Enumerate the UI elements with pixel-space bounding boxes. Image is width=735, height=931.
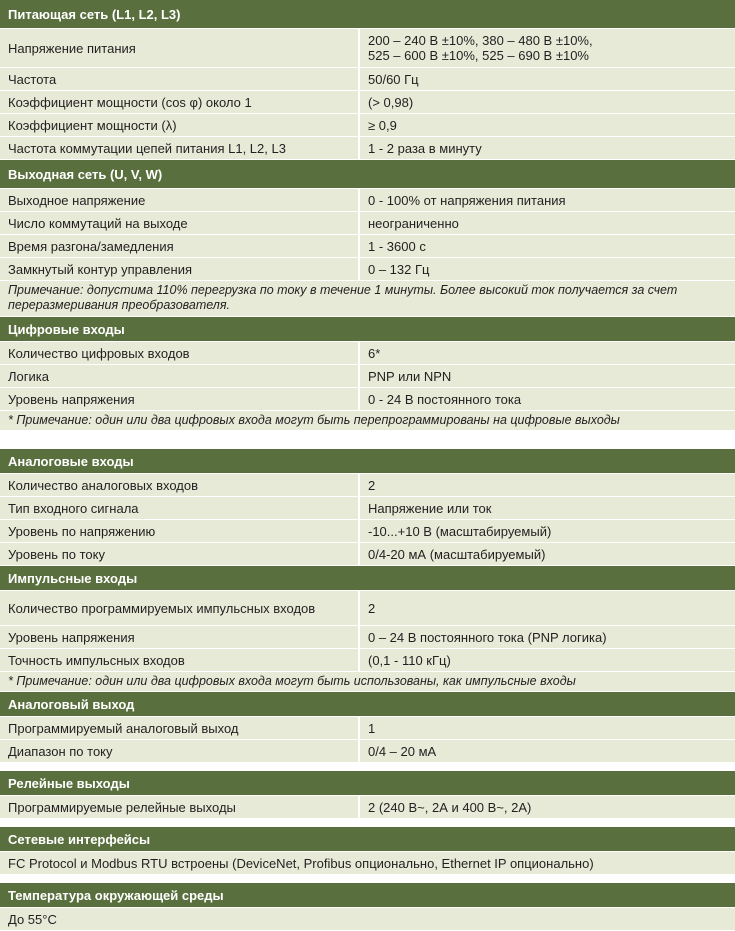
table-row <box>0 137 735 160</box>
param-value: 0/4 – 20 мА <box>358 740 735 762</box>
section-network <box>0 827 735 875</box>
param-value: 1 <box>358 717 735 739</box>
param-label: Количество аналоговых входов <box>8 477 198 493</box>
param-value: 1 - 2 раза в минуту <box>358 137 735 159</box>
param-label: Логика <box>8 368 49 384</box>
section-output <box>0 160 735 317</box>
table-row <box>0 796 735 819</box>
param-label: Уровень напряжения <box>8 391 135 407</box>
param-value: 50/60 Гц <box>358 68 735 90</box>
param-value: PNP или NPN <box>358 365 735 387</box>
table-row <box>0 189 735 212</box>
table-row <box>0 649 735 672</box>
param-label: Частота <box>8 71 57 87</box>
param-label: Программируемый аналоговый выход <box>8 720 239 736</box>
param-value: 0 – 132 Гц <box>358 258 735 280</box>
section-header: Выходная сеть (U, V, W) <box>0 160 735 189</box>
param-value: 6* <box>358 342 735 364</box>
param-value: 0 – 24 В постоянного тока (PNP логика) <box>358 626 735 648</box>
param-label: Уровень по напряжению <box>8 523 156 539</box>
section-note: * Примечание: один или два цифровых входа могут быть перепрограммированы на цифровые выходы <box>0 411 735 431</box>
section-digital-inputs <box>0 317 735 431</box>
table-row <box>0 212 735 235</box>
section-header: Цифровые входы <box>0 317 735 342</box>
param-value: 200 – 240 В ±10%, 380 – 480 В ±10%, 525 – 600 В ±10%, 525 – 690 В ±10% <box>358 29 735 67</box>
spacer <box>0 431 735 449</box>
table-row <box>0 365 735 388</box>
section-temperature <box>0 883 735 931</box>
param-label: Точность импульсных входов <box>8 652 185 668</box>
table-row <box>0 235 735 258</box>
param-label: Уровень напряжения <box>8 629 135 645</box>
spacer <box>0 819 735 827</box>
param-label: Число коммутаций на выходе <box>8 215 188 231</box>
section-pulse-inputs <box>0 566 735 692</box>
section-header: Импульсные входы <box>0 566 735 591</box>
section-header: Сетевые интерфейсы <box>0 827 735 852</box>
table-row <box>0 520 735 543</box>
param-text: До 55°C <box>8 911 57 927</box>
param-value: 2 (240 В~, 2А и 400 В~, 2А) <box>358 796 735 818</box>
section-header: Аналоговые входы <box>0 449 735 474</box>
param-value: -10...+10 В (масштабируемый) <box>358 520 735 542</box>
section-header: Аналоговый выход <box>0 692 735 717</box>
section-header: Релейные выходы <box>0 771 735 796</box>
param-label: Программируемые релейные выходы <box>8 799 236 815</box>
section-analog-output <box>0 692 735 763</box>
param-value: 1 - 3600 с <box>358 235 735 257</box>
param-value: ≥ 0,9 <box>358 114 735 136</box>
param-value: (0,1 - 110 кГц) <box>358 649 735 671</box>
param-value: 0 - 24 В постоянного тока <box>358 388 735 410</box>
section-note: Примечание: допустима 110% перегрузка по току в течение 1 минуты. Более высокий ток получается за счет переразмеривания преобразователя. <box>0 281 735 317</box>
param-label: Выходное напряжение <box>8 192 146 208</box>
param-label: Частота коммутации цепей питания L1, L2, L3 <box>8 140 286 156</box>
param-value: неограниченно <box>358 212 735 234</box>
table-row <box>0 342 735 365</box>
section-relay-outputs <box>0 771 735 819</box>
param-label: Диапазон по току <box>8 743 113 759</box>
param-label: Количество цифровых входов <box>8 345 190 361</box>
table-row <box>0 852 735 875</box>
spacer <box>0 875 735 883</box>
param-label: Коэффициент мощности (λ) <box>8 117 177 133</box>
table-row <box>0 114 735 137</box>
table-row <box>0 68 735 91</box>
param-label: Замкнутый контур управления <box>8 261 192 277</box>
param-label: Количество программируемых импульсных входов <box>8 600 316 616</box>
table-row <box>0 740 735 763</box>
section-analog-inputs <box>0 449 735 566</box>
table-row <box>0 29 735 68</box>
section-note: * Примечание: один или два цифровых входа могут быть использованы, как импульсные входы <box>0 672 735 692</box>
param-value: 2 <box>358 474 735 496</box>
section-header: Температура окружающей среды <box>0 883 735 908</box>
table-row <box>0 626 735 649</box>
param-value: 2 <box>358 591 735 625</box>
param-value: (> 0,98) <box>358 91 735 113</box>
table-row <box>0 258 735 281</box>
table-row <box>0 91 735 114</box>
table-row <box>0 497 735 520</box>
table-row <box>0 591 735 626</box>
param-label: Коэффициент мощности (cos φ) около 1 <box>8 94 252 110</box>
table-row <box>0 543 735 566</box>
param-text: FC Protocol и Modbus RTU встроены (DeviceNet, Profibus опционально, Ethernet IP опционально) <box>8 855 594 871</box>
param-label: Тип входного сигнала <box>8 500 139 516</box>
table-row <box>0 717 735 740</box>
param-value: 0/4-20 мА (масштабируемый) <box>358 543 735 565</box>
section-header: Питающая сеть (L1, L2, L3) <box>0 0 735 29</box>
table-row <box>0 474 735 497</box>
param-label: Напряжение питания <box>8 40 136 56</box>
table-row <box>0 388 735 411</box>
param-label: Уровень по току <box>8 546 105 562</box>
param-label: Время разгона/замедления <box>8 238 174 254</box>
spacer <box>0 763 735 771</box>
section-supply <box>0 0 735 160</box>
param-value: 0 - 100% от напряжения питания <box>358 189 735 211</box>
param-value: Напряжение или ток <box>358 497 735 519</box>
